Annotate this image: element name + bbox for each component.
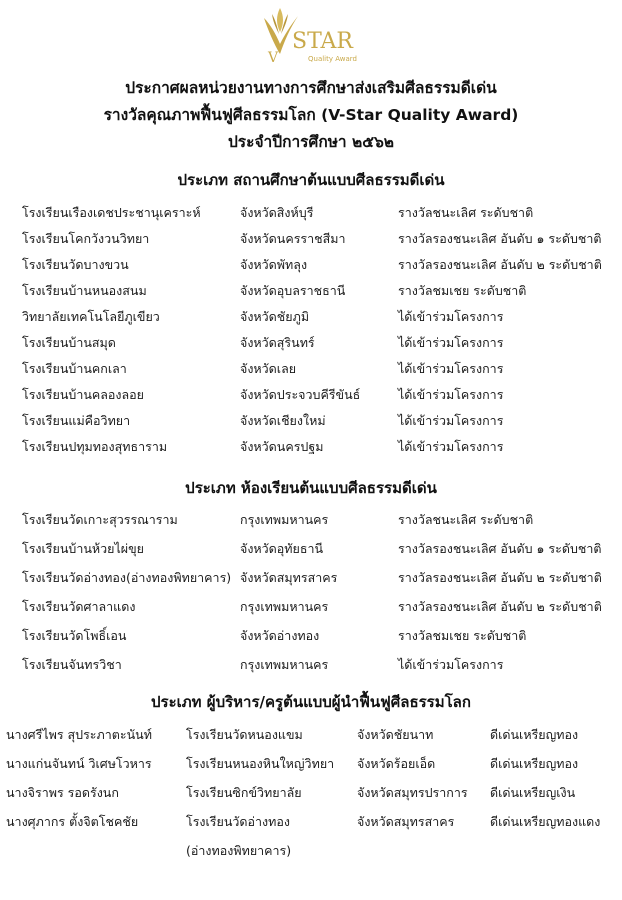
school-name: โรงเรียนบ้านห้วยไผ่ขุย (22, 541, 144, 556)
award-name-title: รางวัลคุณภาพฟื้นฟูศีลธรรมโลก (V-Star Quality Award) (103, 106, 519, 124)
logo-tagline: Quality Award (308, 55, 357, 63)
award: รางวัลรองชนะเลิศ อันดับ ๒ ระดับชาติ (398, 257, 602, 272)
award: รางวัลรองชนะเลิศ อันดับ ๒ ระดับชาติ (398, 570, 602, 585)
school-name: โรงเรียนวัดโพธิ์เอน (22, 628, 127, 643)
award: ได้เข้าร่วมโครงการ (398, 361, 504, 376)
table-row (0, 754, 622, 776)
province: กรุงเทพมหานคร (240, 512, 329, 527)
award: ได้เข้าร่วมโครงการ (398, 657, 504, 672)
table-row (0, 437, 622, 459)
table-row (0, 281, 622, 303)
logo-star-text: STAR (292, 29, 353, 54)
table-row (0, 333, 622, 355)
table-row (0, 655, 622, 677)
school-name: โรงเรียนจันทรวิชา (22, 657, 122, 672)
school-name: โรงเรียนวัดเกาะสุวรรณาราม (22, 512, 178, 527)
table-row (0, 783, 622, 805)
province: จังหวัดสมุทรปราการ (357, 785, 468, 800)
logo-v-letter: V (268, 50, 279, 66)
section-heading-classroom: ประเภท ห้องเรียนต้นแบบศีลธรรมดีเด่น (185, 479, 437, 497)
province: จังหวัดสมุทรสาคร (357, 814, 455, 829)
section-heading-teacher: ประเภท ผู้บริหาร/ครูต้นแบบผู้นำฟื้นฟูศีลธรรมโลก (151, 693, 471, 711)
table-row (0, 539, 622, 561)
school-name: โรงเรียนบ้านคกเลา (22, 361, 127, 376)
province: จังหวัดประจวบคีรีขันธ์ (240, 387, 361, 402)
person-name: นางแก่นจันทน์ วิเศษโวหาร (6, 756, 152, 771)
award: รางวัลรองชนะเลิศ อันดับ ๒ ระดับชาติ (398, 599, 602, 614)
table-row (0, 812, 622, 834)
award: รางวัลชมเชย ระดับชาติ (398, 628, 527, 643)
award: รางวัลชมเชย ระดับชาติ (398, 283, 527, 298)
table-row (0, 626, 622, 648)
school-name: วิทยาลัยเทคโนโลยีภูเขียว (22, 309, 160, 324)
province: จังหวัดร้อยเอ็ด (357, 756, 436, 771)
v-star-logo (246, 4, 372, 70)
table-row-continuation (0, 841, 622, 863)
award: รางวัลรองชนะเลิศ อันดับ ๑ ระดับชาติ (398, 231, 602, 246)
province: จังหวัดสุรินทร์ (240, 335, 315, 350)
award: ได้เข้าร่วมโครงการ (398, 387, 504, 402)
table-row (0, 568, 622, 590)
person-name: นางจิราพร รอดรังนก (6, 785, 119, 800)
province: จังหวัดพัทลุง (240, 257, 308, 272)
table-row (0, 307, 622, 329)
school-name: โรงเรียนบ้านสมุด (22, 335, 116, 350)
school-name: โรงเรียนปทุมทองสุทธาราม (22, 439, 168, 454)
school-name: โรงเรียนโคกวังวนวิทยา (22, 231, 150, 246)
province: จังหวัดเลย (240, 361, 297, 376)
award: รางวัลชนะเลิศ ระดับชาติ (398, 205, 534, 220)
school-name: โรงเรียนซิกข์วิทยาลัย (186, 785, 302, 800)
province: กรุงเทพมหานคร (240, 657, 329, 672)
school-name: โรงเรียนวัดบางขวน (22, 257, 129, 272)
announcement-title: ประกาศผลหน่วยงานทางการศึกษาส่งเสริมศีลธรรมดีเด่น (125, 79, 497, 97)
province: จังหวัดสมุทรสาคร (240, 570, 338, 585)
table-row (0, 725, 622, 747)
school-name: โรงเรียนวัดอ่างทอง (186, 814, 291, 829)
province: จังหวัดนครปฐม (240, 439, 324, 454)
table-row (0, 359, 622, 381)
province: จังหวัดเชียงใหม่ (240, 413, 326, 428)
school-name: โรงเรียนบ้านคลองลอย (22, 387, 145, 402)
table-row (0, 510, 622, 532)
table-row (0, 255, 622, 277)
award: ดีเด่นเหรียญทอง (490, 756, 579, 771)
award: ได้เข้าร่วมโครงการ (398, 413, 504, 428)
school-name: โรงเรียนวัดอ่างทอง(อ่างทองพิทยาคาร) (22, 570, 232, 585)
award: ดีเด่นเหรียญทอง (490, 727, 579, 742)
province: กรุงเทพมหานคร (240, 599, 329, 614)
award: ได้เข้าร่วมโครงการ (398, 309, 504, 324)
award: รางวัลชนะเลิศ ระดับชาติ (398, 512, 534, 527)
table-row (0, 229, 622, 251)
province: จังหวัดสิงห์บุรี (240, 205, 314, 220)
section-heading-school: ประเภท สถานศึกษาต้นแบบศีลธรรมดีเด่น (177, 171, 445, 189)
person-name: นางศุภากร ตั้งจิตโชคชัย (6, 814, 139, 829)
person-name: นางศรีไพร สุประภาตะนันท์ (6, 727, 152, 742)
school-name: โรงเรียนบ้านหนองสนม (22, 283, 147, 298)
award: ได้เข้าร่วมโครงการ (398, 439, 504, 454)
school-name: โรงเรียนแม่คือวิทยา (22, 413, 131, 428)
v-star-logo-graphic (246, 4, 372, 70)
table-row (0, 597, 622, 619)
school-name: โรงเรียนเรืองเดชประชานุเคราะห์ (22, 205, 201, 220)
award: ดีเด่นเหรียญทองแดง (490, 814, 601, 829)
academic-year-title: ประจำปีการศึกษา ๒๕๖๒ (227, 133, 395, 151)
province: จังหวัดนครราชสีมา (240, 231, 346, 246)
province: จังหวัดอุบลราชธานี (240, 283, 346, 298)
province: จังหวัดชัยนาท (357, 727, 434, 742)
table-row (0, 411, 622, 433)
province: จังหวัดอุทัยธานี (240, 541, 324, 556)
province: จังหวัดชัยภูมิ (240, 309, 310, 324)
award: ได้เข้าร่วมโครงการ (398, 335, 504, 350)
table-row (0, 203, 622, 225)
award: รางวัลรองชนะเลิศ อันดับ ๑ ระดับชาติ (398, 541, 602, 556)
province: จังหวัดอ่างทอง (240, 628, 320, 643)
school-name-continuation: (อ่างทองพิทยาคาร) (186, 843, 292, 858)
award: ดีเด่นเหรียญเงิน (490, 785, 576, 800)
school-name: โรงเรียนหนองหินใหญ่วิทยา (186, 756, 335, 771)
school-name: โรงเรียนวัดหนองแขม (186, 727, 303, 742)
school-name: โรงเรียนวัดศาลาแดง (22, 599, 136, 614)
table-row (0, 385, 622, 407)
